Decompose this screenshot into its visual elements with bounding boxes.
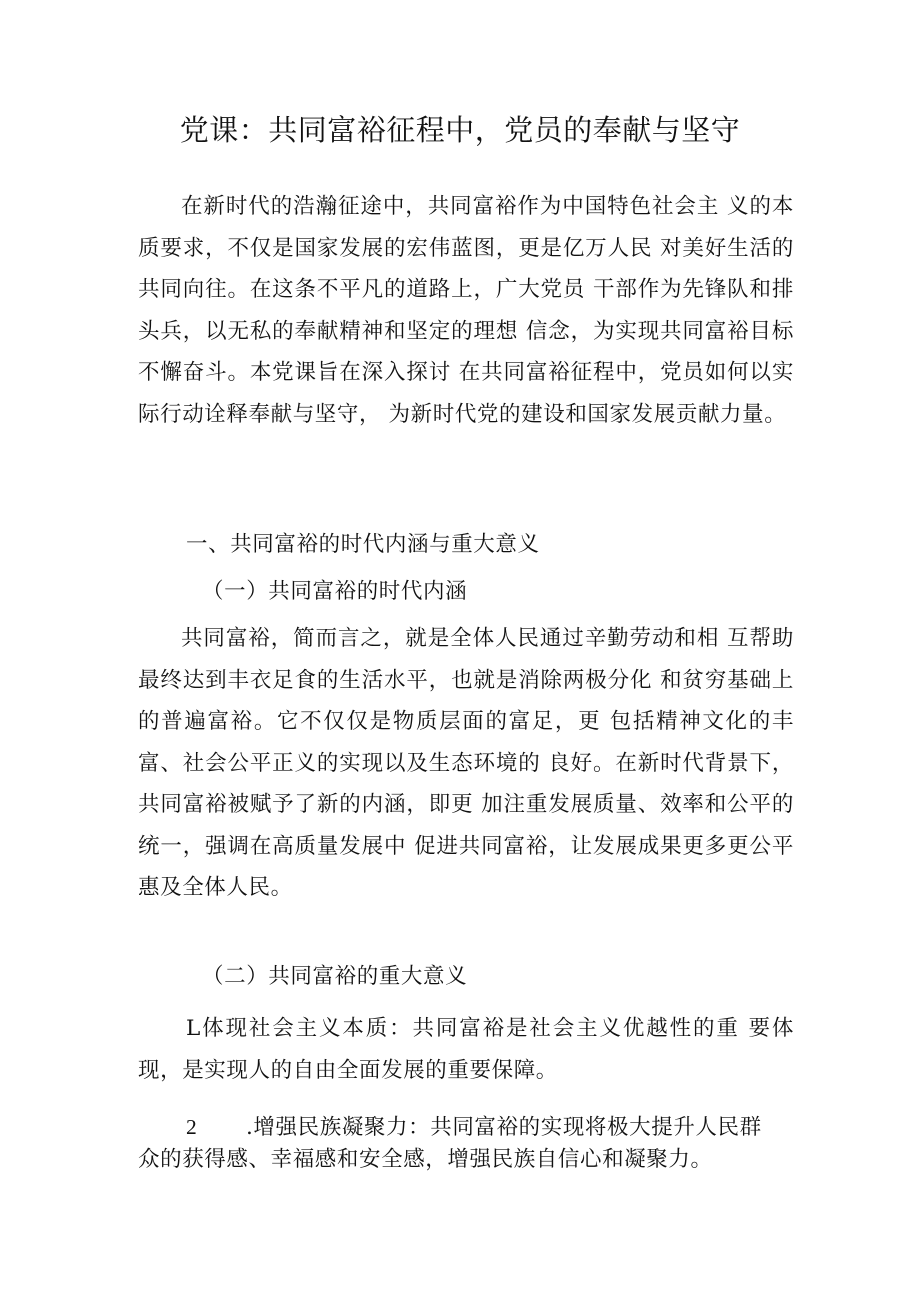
list-item-2-line-1 [138, 1112, 794, 1143]
document-title: 党课：共同富裕征程中，党员的奉献与坚守 [179, 113, 741, 147]
intro-paragraph: 在新时代的浩瀚征途中，共同富裕作为中国特色社会主 义的本质要求，不仅是国家发展的宏伟蓝图，更是亿万人民 对美好生活的共同向往。在这条不平凡的道路上，广大党员 干部作为先锋队和排头兵，以无私的奉献精神和坚定的理想 信念，为实现共同富裕目标不懈奋斗。本党课旨在深入探讨 在共同富裕征程中，党员如何以实际行动诠释奉献与坚守， 为新时代党的建设和国家发展贡献力量。 [138, 194, 794, 427]
list-item-2-text: .增强民族凝聚力：共同富裕的实现将极大提升人民群 [246, 1115, 762, 1140]
section-heading-1: 一、共同富裕的时代内涵与重大意义 [186, 532, 540, 557]
subsection-1-paragraph: 共同富裕，简而言之，就是全体人民通过辛勤劳动和相 互帮助最终达到丰衣足食的生活水平，也就是消除两极分化 和贫穷基础上的普遍富裕。它不仅仅是物质层面的富足，更 包括精神文化的丰富、社会公平正义的实现以及生态环境的 良好。在新时代背景下，共同富裕被赋予了新的内涵，即更 加注重发展质量、效率和公平的统一，强调在高质量发展中 促进共同富裕，让发展成果更多更公平惠及全体人民。 [138, 626, 794, 900]
list-item-2-line-2: 众的获得感、幸福感和安全感，增强民族自信心和凝聚力。 [138, 1147, 713, 1172]
subsection-heading-1: （一）共同富裕的时代内涵 [202, 579, 468, 604]
list-item-1: L体现社会主义本质：共同富裕是社会主义优越性的重 要体现，是实现人的自由全面发展的重要保障。 [138, 1016, 794, 1083]
subsection-heading-2: （二）共同富裕的重大意义 [202, 964, 468, 989]
list-item-2-number: 2 [186, 1115, 198, 1139]
